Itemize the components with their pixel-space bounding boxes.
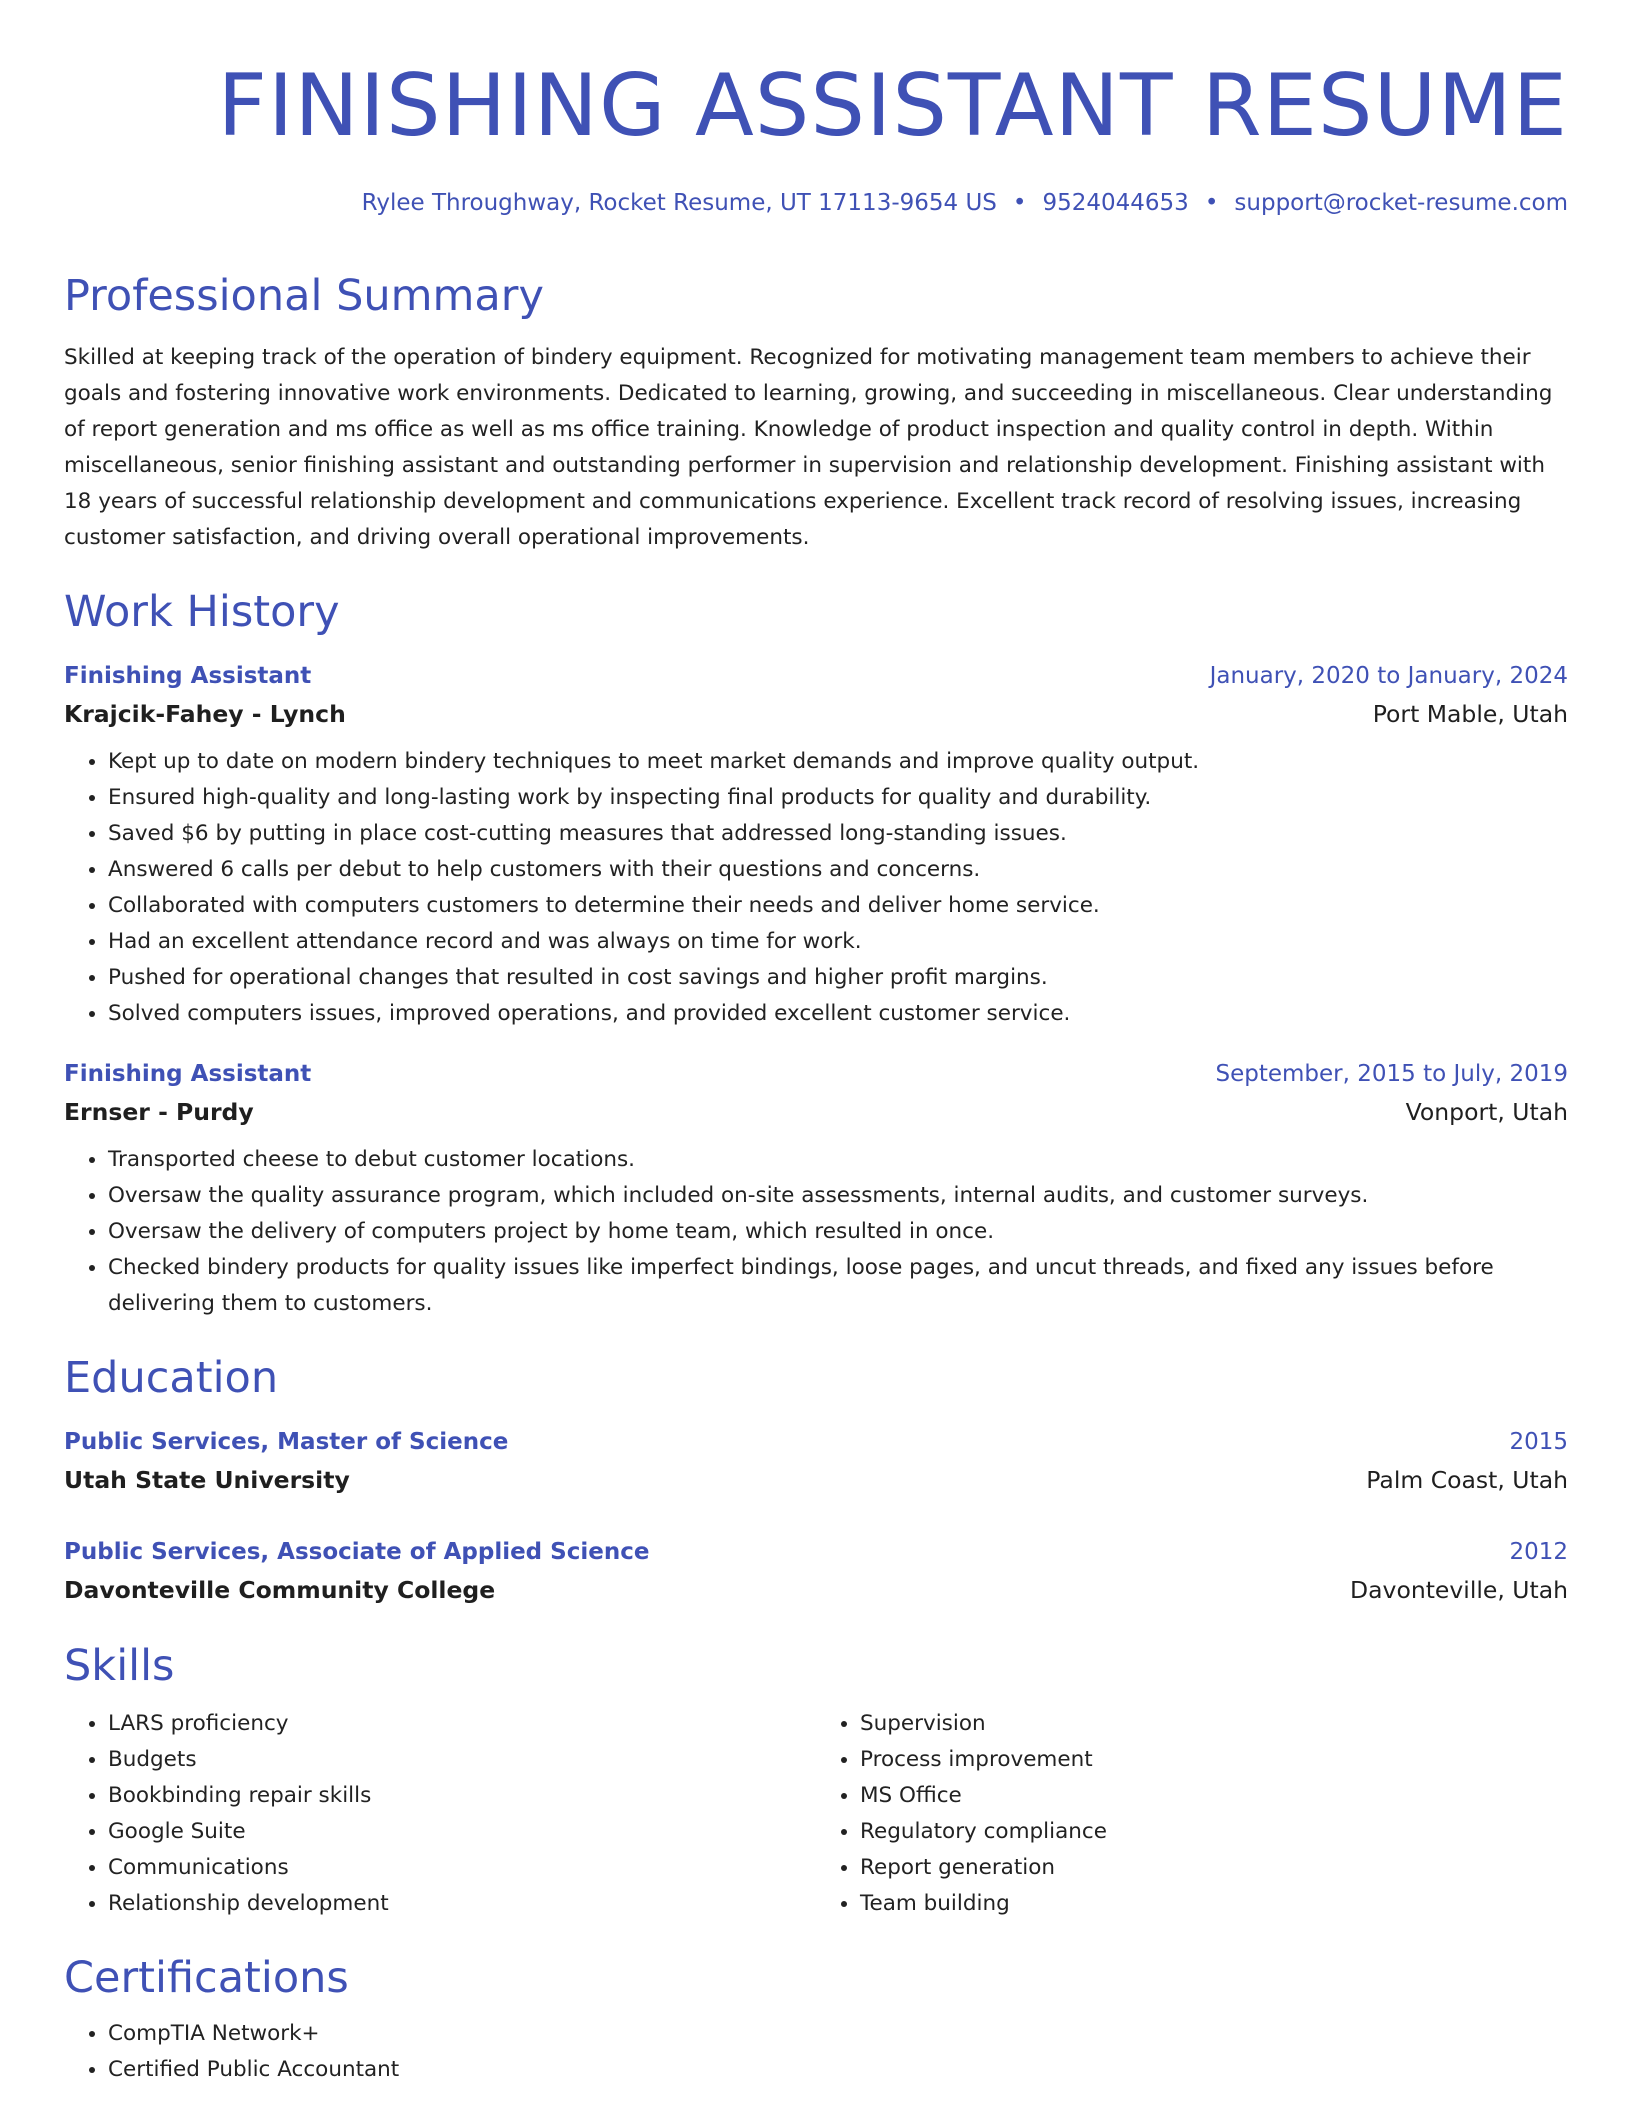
education-degree: Public Services, Master of Science [64,1429,509,1455]
resume-title: FINISHING ASSISTANT RESUME [217,56,1568,156]
skill-item: • Relationship development [108,1886,816,1922]
job-bullet: • Ensured high-quality and long-lasting work by inspecting final products for quality and durability. [108,780,1568,816]
education-school: Utah State University [64,1466,350,1494]
job-location: Port Mable, Utah [1372,700,1568,728]
job-entry [64,1056,1568,1322]
certifications-list [64,2016,1568,2088]
job-company: Krajcik-Fahey - Lynch [64,700,346,728]
contact-separator: • [1204,190,1219,216]
job-bullet: • Answered 6 calls per debut to help customers with their questions and concerns. [108,852,1568,888]
job-dates: January, 2020 to January, 2024 [1209,663,1568,689]
job-role: Finishing Assistant [64,1061,312,1087]
skill-item: • Process improvement [860,1742,1568,1778]
education-school: Davonteville Community College [64,1576,496,1604]
job-entry [64,658,1568,1032]
skill-item: • Supervision [860,1706,1568,1742]
contact-separator: • [1012,190,1027,216]
contact-phone: 9524044653 [1042,190,1189,216]
job-bullet: • Saved $6 by putting in place cost-cutting measures that addressed long-standing issues. [108,816,1568,852]
job-bullet: • Had an excellent attendance record and was always on time for work. [108,924,1568,960]
education-location: Davonteville, Utah [1350,1576,1568,1604]
certification-item: • CompTIA Network+ [108,2016,1568,2052]
education-entry [64,1534,1568,1610]
skill-item: • Bookbinding repair skills [108,1778,816,1814]
job-role: Finishing Assistant [64,663,312,689]
contact-line [64,188,1568,218]
skill-item: • Regulatory compliance [860,1814,1568,1850]
skill-item: • Google Suite [108,1814,816,1850]
skill-item: • Budgets [108,1742,816,1778]
certification-item: • Certified Public Accountant [108,2052,1568,2088]
education-degree: Public Services, Associate of Applied Science [64,1539,650,1565]
skills-columns [64,1706,1568,1922]
summary-text: Skilled at keeping track of the operation of bindery equipment. Recognized for motivating management team members to achieve their goals and fostering innovative work environments. Dedicated to learning, growing, and succeeding in miscellaneous. Clear understanding of report generation and ms office as well as ms office training. Knowledge of product inspection and quality control in depth. Within miscellaneous, senior finishing assistant and outstanding performer in supervision and relationship development. Finishing assistant with 18 years of successful relationship development and communications experience. Excellent track record of resolving issues, increasing customer satisfaction, and driving overall operational improvements. [64,345,1553,550]
job-bullet: • Checked bindery products for quality issues like imperfect bindings, loose pages, and uncut threads, and fixed any issues before delivering them to customers. [108,1250,1568,1322]
work-history-heading: Work History [64,587,340,637]
job-bullet: • Kept up to date on modern bindery techniques to meet market demands and improve quality output. [108,744,1568,780]
education-entry [64,1424,1568,1500]
job-bullets [64,1142,1568,1322]
skills-list-left [64,1706,816,1922]
job-bullet: • Solved computers issues, improved operations, and provided excellent customer service. [108,996,1568,1032]
job-bullet: • Pushed for operational changes that resulted in cost savings and higher profit margins. [108,960,1568,996]
summary-heading: Professional Summary [64,271,544,321]
job-bullet: • Oversaw the quality assurance program, which included on-site assessments, internal audits, and customer surveys. [108,1178,1568,1214]
education-year: 2015 [1509,1429,1568,1455]
contact-email: support@rocket-resume.com [1234,190,1568,216]
skill-item: • Communications [108,1850,816,1886]
skills-heading: Skills [64,1641,175,1691]
job-location: Vonport, Utah [1405,1098,1568,1126]
skill-item: • MS Office [860,1778,1568,1814]
job-bullet: • Collaborated with computers customers to determine their needs and deliver home service. [108,888,1568,924]
job-dates: September, 2015 to July, 2019 [1215,1061,1568,1087]
skill-item: • Report generation [860,1850,1568,1886]
skill-item: • LARS proficiency [108,1706,816,1742]
job-bullet: • Transported cheese to debut customer locations. [108,1142,1568,1178]
education-year: 2012 [1509,1539,1568,1565]
skill-item: • Team building [860,1886,1568,1922]
job-company: Ernser - Purdy [64,1098,254,1126]
education-location: Palm Coast, Utah [1366,1466,1568,1494]
skills-list-right [816,1706,1568,1922]
job-bullets [64,744,1568,1032]
education-heading: Education [64,1353,279,1403]
job-bullet: • Oversaw the delivery of computers project by home team, which resulted in once. [108,1214,1568,1250]
contact-address: Rylee Throughway, Rocket Resume, UT 17113-9654 US [361,190,997,216]
certifications-heading: Certifications [64,1953,349,2003]
